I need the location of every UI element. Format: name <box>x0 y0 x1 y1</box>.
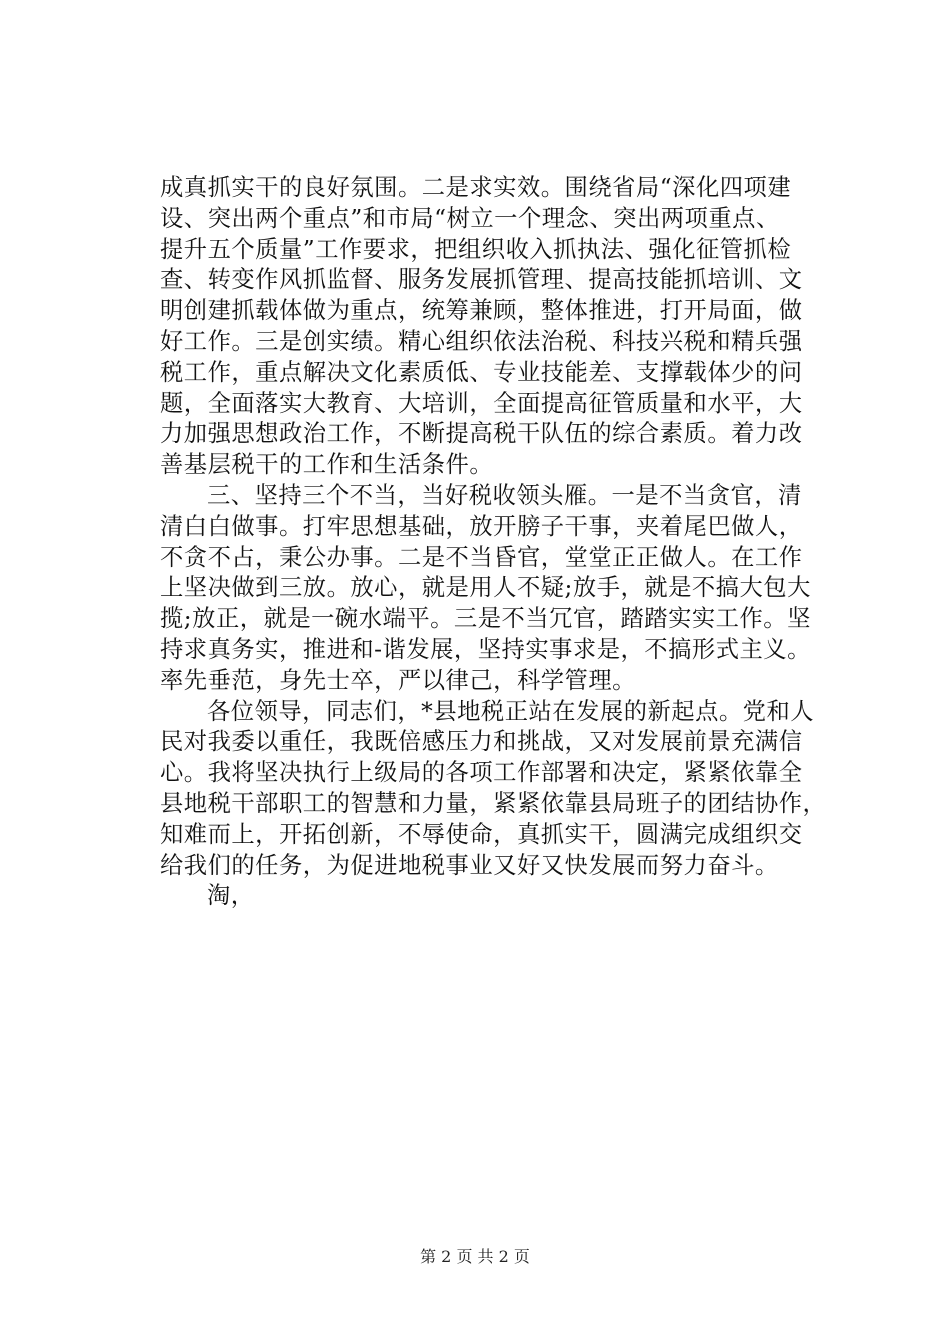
text-line: 各位领导，同志们，*县地税正站在发展的新起点。党和人 <box>207 697 815 725</box>
text-line: 成真抓实干的良好氛围。二是求实效。围绕省局“深化四项建 <box>160 174 792 201</box>
text-line: 持求真务实，推进和-谐发展，坚持实事求是，不搞形式主义。 <box>160 635 811 663</box>
text-line: 淘， <box>207 882 255 910</box>
page-footer: 第 2 页 共 2 页 <box>420 1247 530 1266</box>
text-line: 明创建抓载体做为重点，统筹兼顾，整体推进，打开局面，做 <box>160 297 803 325</box>
text-line: 好工作。三是创实绩。精心组织依法治税、科技兴税和精兵强 <box>160 327 803 355</box>
text-line: 率先垂范，身先士卒，严以律己，科学管理。 <box>160 666 636 694</box>
text-line: 上坚决做到三放。放心，就是用人不疑;放手，就是不搞大包大 <box>160 574 811 602</box>
text-line: 心。我将坚决执行上级局的各项工作部署和决定，紧紧依靠全 <box>160 759 803 787</box>
text-line: 县地税干部职工的智慧和力量，紧紧依靠县局班子的团结协作， <box>160 789 827 817</box>
text-line: 提升五个质量”工作要求，把组织收入抓执法、强化征管抓检 <box>160 235 792 263</box>
text-line: 税工作，重点解决文化素质低、专业技能差、支撑载体少的问 <box>160 358 803 386</box>
text-line: 民对我委以重任，我既倍感压力和挑战，又对发展前景充满信 <box>160 728 803 756</box>
text-line: 善基层税干的工作和生活条件。 <box>160 451 494 479</box>
text-line: 不贪不占，秉公办事。二是不当昏官，堂堂正正做人。在工作 <box>160 543 803 571</box>
text-line: 揽;放正，就是一碗水端平。三是不当冗官，踏踏实实工作。坚 <box>160 605 811 633</box>
text-line: 查、转变作风抓监督、服务发展抓管理、提高技能抓培训、文 <box>160 266 803 294</box>
text-line: 设、突出两个重点”和市局“树立一个理念、突出两项重点、 <box>160 204 780 232</box>
text-line: 给我们的任务，为促进地税事业又好又快发展而努力奋斗。 <box>160 851 779 879</box>
text-line: 知难而上，开拓创新，不辱使命，真抓实干，圆满完成组织交 <box>160 820 803 848</box>
text-line: 三、坚持三个不当，当好税收领头雁。一是不当贪官，清 <box>207 481 802 509</box>
text-line: 题，全面落实大教育、大培训，全面提高征管质量和水平，大 <box>160 389 803 417</box>
document-body <box>160 173 827 912</box>
text-line: 力加强思想政治工作，不断提高税干队伍的综合素质。着力改 <box>160 420 803 448</box>
text-line: 清白白做事。打牢思想基础，放开膀子干事，夹着尾巴做人， <box>160 512 803 540</box>
